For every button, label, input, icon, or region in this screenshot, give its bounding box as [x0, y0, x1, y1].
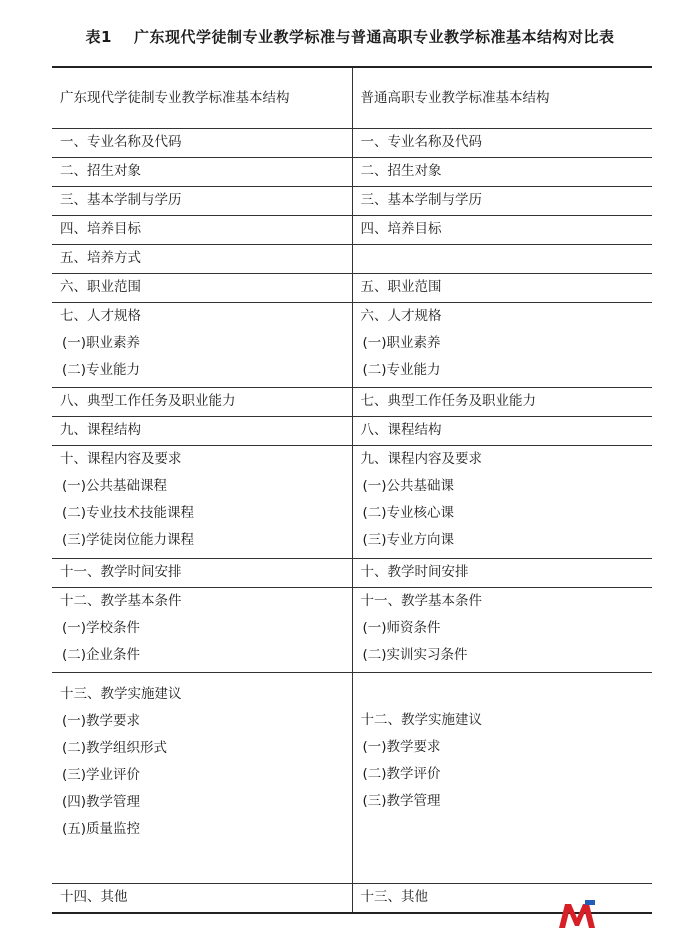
cell-left [52, 216, 352, 245]
cell-text: 三、基本学制与学历 [360, 192, 482, 208]
table-row [52, 388, 652, 417]
cell-subitem: (一)公共基础课程 [62, 478, 168, 494]
cell-right [352, 388, 652, 417]
cell-subitem: (二)专业能力 [362, 362, 441, 378]
table-row [52, 673, 652, 884]
cell-right [352, 158, 652, 187]
cell-text: 十三、其他 [360, 889, 428, 905]
cell-text: 十二、教学基本条件 [60, 593, 182, 609]
table-row [52, 274, 652, 303]
cell-left [52, 417, 352, 446]
table-row [52, 559, 652, 588]
logo-mark-red [559, 904, 595, 928]
cell-text: 六、人才规格 [360, 308, 442, 324]
cell-text: 十、课程内容及要求 [60, 451, 182, 467]
cell-subitem: (五)质量监控 [62, 821, 141, 837]
cell-left [52, 588, 352, 673]
cell-left [52, 673, 352, 884]
cell-right [352, 559, 652, 588]
cell-text: 二、招生对象 [360, 163, 442, 179]
cell-subitem: (四)教学管理 [62, 794, 141, 810]
cell-right [352, 216, 652, 245]
table-row [52, 129, 652, 158]
cell-left [52, 187, 352, 216]
cell-subitem: (二)专业能力 [62, 362, 141, 378]
table-row [52, 245, 652, 274]
cell-text: 四、培养目标 [60, 221, 141, 237]
cell-text: 四、培养目标 [360, 221, 442, 237]
header-row [52, 67, 652, 129]
cell-left [52, 245, 352, 274]
cell-subitem: (二)专业技术技能课程 [62, 505, 195, 521]
cell-text: 十、教学时间安排 [360, 564, 469, 580]
cell-subitem: (二)教学评价 [362, 766, 441, 782]
table-row [52, 187, 652, 216]
cell-subitem: (一)职业素养 [362, 335, 441, 351]
cell-subitem: (二)教学组织形式 [62, 740, 168, 756]
header-general: 普通高职专业教学标准基本结构 [352, 67, 652, 129]
cell-text: 十二、教学实施建议 [360, 712, 482, 728]
cell-subitem: (三)学徒岗位能力课程 [62, 532, 195, 548]
publisher-logo-icon [555, 898, 599, 932]
cell-right [352, 446, 652, 559]
logo-mark-blue [585, 900, 595, 905]
table-row [52, 588, 652, 673]
table-row [52, 216, 652, 245]
cell-subitem: (二)实训实习条件 [362, 647, 468, 663]
cell-right [352, 303, 652, 388]
cell-text: 十三、教学实施建议 [60, 686, 182, 702]
cell-left [52, 303, 352, 388]
cell-text: 十四、其他 [60, 889, 128, 905]
cell-left [52, 274, 352, 303]
cell-text: 五、职业范围 [360, 279, 442, 295]
cell-text: 八、典型工作任务及职业能力 [60, 393, 236, 409]
cell-text: 一、专业名称及代码 [60, 134, 182, 150]
cell-subitem: (三)学业评价 [62, 767, 141, 783]
cell-text: 三、基本学制与学历 [60, 192, 182, 208]
cell-right [352, 274, 652, 303]
cell-left [52, 158, 352, 187]
cell-subitem: (一)职业素养 [62, 335, 141, 351]
cell-subitem: (二)专业核心课 [362, 505, 455, 521]
cell-right [352, 673, 652, 884]
cell-right [352, 129, 652, 158]
cell-left [52, 884, 352, 914]
table-row [52, 417, 652, 446]
cell-text: 九、课程内容及要求 [360, 451, 482, 467]
cell-subitem: (三)教学管理 [362, 793, 441, 809]
cell-left [52, 388, 352, 417]
comparison-table [52, 66, 652, 914]
cell-text: 七、典型工作任务及职业能力 [360, 393, 536, 409]
cell-right-empty [352, 245, 652, 274]
header-guangdong: 广东现代学徒制专业教学标准基本结构 [52, 67, 352, 129]
table-row [52, 158, 652, 187]
cell-left [52, 446, 352, 559]
cell-text: 九、课程结构 [60, 422, 141, 438]
cell-text: 六、职业范围 [60, 279, 141, 295]
table-row [52, 303, 652, 388]
cell-left [52, 559, 352, 588]
table-number: 表1 [85, 28, 112, 46]
cell-right [352, 417, 652, 446]
cell-subitem: (三)专业方向课 [362, 532, 455, 548]
cell-subitem: (一)学校条件 [62, 620, 141, 636]
cell-subitem: (二)企业条件 [62, 647, 141, 663]
cell-right [352, 884, 652, 914]
cell-right [352, 588, 652, 673]
cell-text: 一、专业名称及代码 [360, 134, 482, 150]
cell-text: 十一、教学时间安排 [60, 564, 182, 580]
table-row [52, 446, 652, 559]
table-caption [0, 26, 700, 47]
cell-left [52, 129, 352, 158]
cell-subitem: (一)师资条件 [362, 620, 441, 636]
table-title: 广东现代学徒制专业教学标准与普通高职专业教学标准基本结构对比表 [133, 28, 615, 46]
cell-right [352, 187, 652, 216]
cell-text: 八、课程结构 [360, 422, 442, 438]
cell-subitem: (一)教学要求 [62, 713, 141, 729]
cell-text: 十一、教学基本条件 [360, 593, 482, 609]
cell-text: 七、人才规格 [60, 308, 141, 324]
cell-text: 二、招生对象 [60, 163, 141, 179]
cell-text: 五、培养方式 [60, 250, 141, 266]
cell-subitem: (一)公共基础课 [362, 478, 455, 494]
cell-subitem: (一)教学要求 [362, 739, 441, 755]
